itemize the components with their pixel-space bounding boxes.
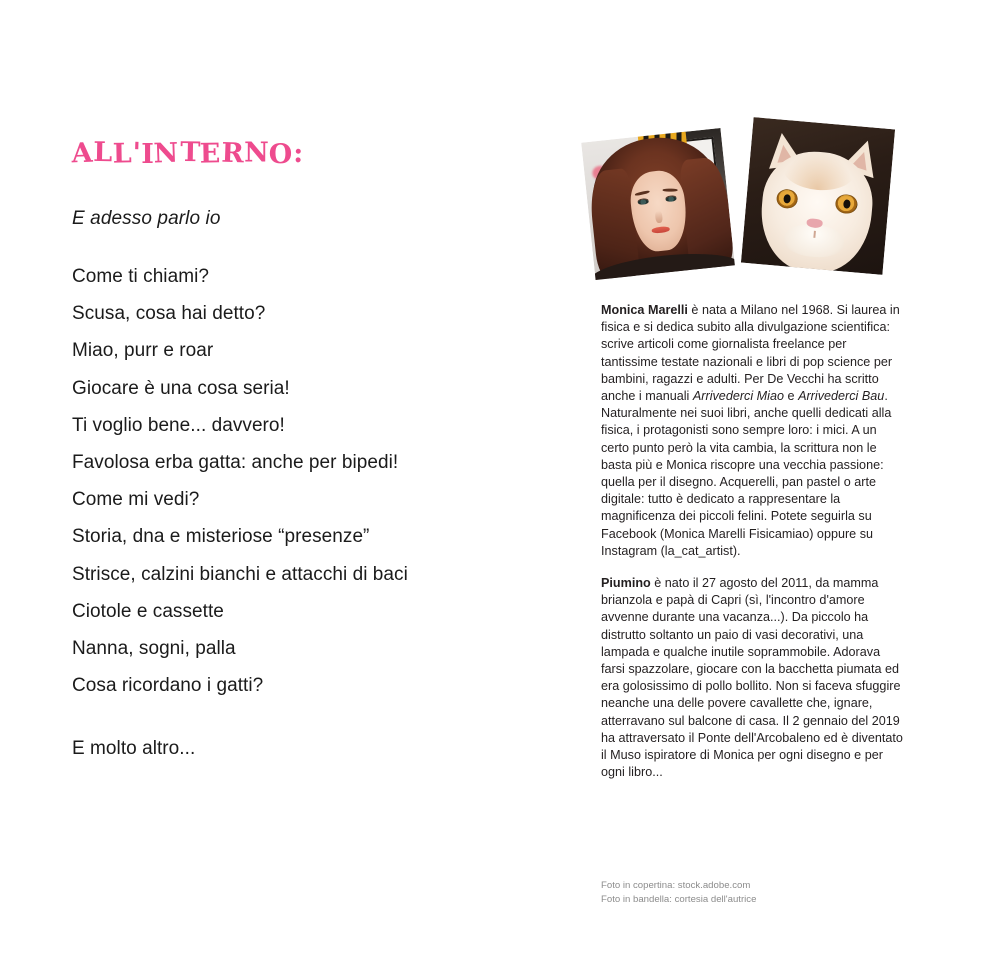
book-title-1: Arrivederci Miao (692, 389, 785, 404)
bio-text-block (601, 302, 903, 781)
photo-group (601, 112, 903, 284)
toc-item: Storia, dna e misteriose “presenze” (72, 526, 370, 548)
credit-line-cover: Foto in copertina: stock.adobe.com (601, 880, 751, 891)
toc-item: Come mi vedi? (72, 489, 200, 511)
author-bio-part3: . Naturalmente nei suoi libri, anche quelli dedicati alla fisica, i protagonisti sono sempre loro: i mici. A un certo punto però la vita cambia, la scrittura non le basta più e Monica riscopre una vecchia passione: quella per il disegno. Acquerelli, pan pastel o arte digitale: tutto è dedicato a rappresentare la magnificenza dei piccoli felini. Potete seguirla su Facebook (Monica Marelli Fisicamiao) oppure su Instagram (la_cat_artist). (601, 389, 892, 558)
toc-item: Ciotole e cassette (72, 600, 224, 622)
toc-item: Scusa, cosa hai detto? (72, 303, 266, 325)
author-portrait-illustration (581, 128, 735, 280)
toc-item: Ti voglio bene... davvero! (72, 414, 285, 436)
author-bio-part2: e (784, 389, 799, 404)
photo-credits (601, 879, 921, 906)
book-title-2: Arrivederci Bau (798, 389, 885, 404)
toc-item: Come ti chiami? (72, 266, 209, 287)
cat-photo (735, 112, 900, 281)
toc-item: Nanna, sogni, palla (72, 637, 236, 659)
cat-bio-text: è nato il 27 agosto del 2011, da mamma brianzola e papà di Capri (sì, l'incontro d'amore avvenne durante una vacanza...). Da piccolo ha distrutto soltanto un paio di vasi decorativi, una lampada e qualche inutile soprammobile. Adorava farsi spazzolare, giocare con la bacchetta piumata ed era golosissimo di pollo bollito. Non si faceva sfuggire neanche una delle povere cavallette che, ignare, atterravano sul balcone di casa. Il 2 gennaio del 2019 ha attraversato il Ponte dell'Arcobaleno ed è diventato il Muso ispiratore di Monica per ogni disegno e per ogni libro... (601, 576, 903, 780)
cat-illustration (741, 117, 895, 275)
toc-item: Giocare è una cosa seria! (72, 377, 290, 399)
toc-item: Strisce, calzini bianchi e attacchi di baci (72, 563, 408, 585)
cat-name: Piumino (601, 576, 651, 591)
toc-list (72, 267, 542, 695)
author-bio-column (601, 112, 903, 781)
author-bio-paragraph (601, 302, 903, 560)
toc-item: Cosa ricordano i gatti? (72, 675, 264, 697)
toc-item: Miao, purr e roar (72, 340, 214, 362)
toc-subtitle: E adesso parlo io (72, 208, 221, 229)
toc-heading (70, 136, 542, 171)
credit-line-flap: Foto in bandella: cortesia dell'autrice (601, 893, 757, 905)
toc-item: Favolosa erba gatta: anche per bipedi! (72, 451, 399, 473)
author-name: Monica Marelli (601, 303, 688, 317)
author-portrait-photo (576, 123, 741, 286)
table-of-contents (70, 136, 542, 760)
author-bio-part1: è nata a Milano nel 1968. Si laurea in fisica e si dedica subito alla divulgazione scientifica: scrive articoli come giornalista freelance per tantissime testate nazionali e libri di pop science per bambini, ragazzi e adulti. Per De Vecchi ha scritto anche i manuali (601, 303, 900, 404)
cat-bio-paragraph (601, 575, 903, 781)
cat-photo-frame (741, 117, 895, 275)
toc-heading-text: ALL'INTERNO: (70, 136, 305, 171)
toc-outro: E molto altro... (72, 738, 196, 760)
author-photo-frame (581, 128, 735, 280)
